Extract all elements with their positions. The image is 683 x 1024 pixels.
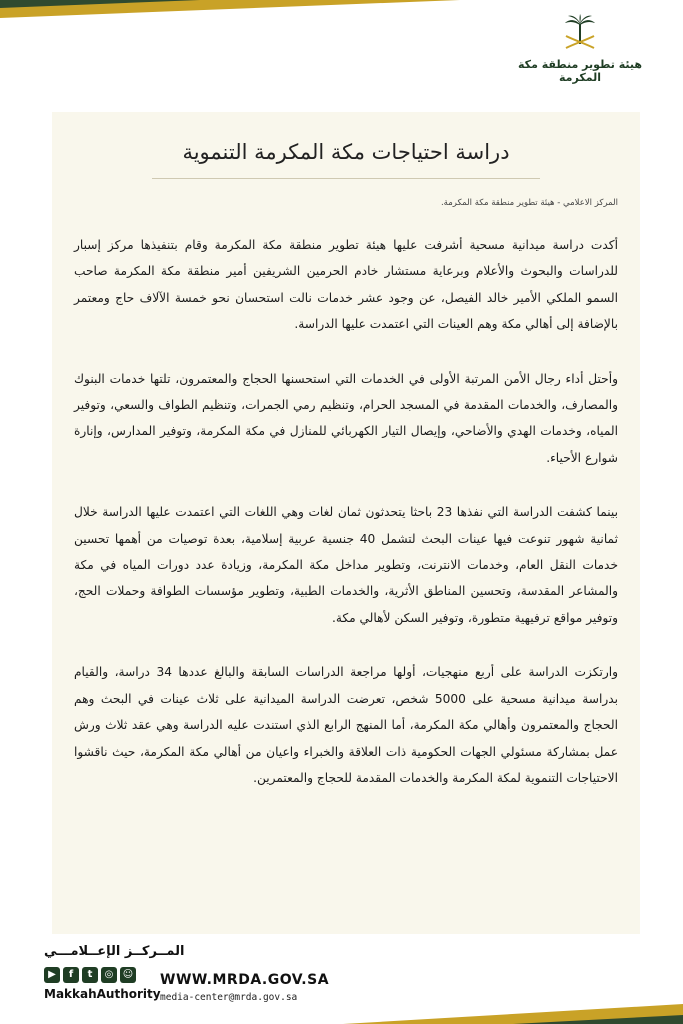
social-handle: MakkahAuthority <box>44 987 161 1001</box>
paragraph: وأحتل أداء رجال الأمن المرتبة الأولى في الخدمات التي استحسنها الحجاج والمعتمرون، تلتها خدمات البنوك والمصارف، والخدمات المقدمة في المسجد الحرام، وتنظيم رمي الجمرات، وتنظيم الطواف والسعي، وتوفير المياه، وخدمات الهدي والأضاحي، وإيصال التيار الكهربائي للمنازل في مكة المكرمة، وتوفير المدارس، وإنارة شوارع الأحياء. <box>74 371 618 465</box>
article-body <box>74 232 618 819</box>
paragraph: أكدت دراسة ميدانية مسحية أشرفت عليها هيئة تطوير منطقة مكة المكرمة وقام بتنفيذها مركز إسبار للدراسات والبحوث والأعلام وبرعاية مستشار خادم الحرمين الشريفين أمير منطقة مكة المكرمة صاحب السمو الملكي الأمير خالد الفيصل، عن وجود عشر خدمات نالت استحسان نحو خمسة الآلاف حاج ومعتمر بالإضافة إلى أهالي مكة وهم العينات التي اعتمدت عليها الدراسة. <box>74 238 618 332</box>
authority-name: هيئة تطوير منطقة مكة المكرمة <box>518 58 642 84</box>
authority-logo <box>505 14 655 84</box>
facebook-icon[interactable]: f <box>63 967 79 983</box>
media-center-label: المــركــز الإعــلامـــي <box>44 944 185 959</box>
top-left-green-corner <box>0 0 200 8</box>
paragraph: بينما كشفت الدراسة التي نفذها 23 باحثا يتحدثون ثمان لغات وهي اللغات التي اعتمدت عليها الدراسة خلال ثمانية شهور تنوعت فيها عينات البحث لتشمل 40 جنسية عربية إسلامية، بعدة توصيات من أهمها تحسين خدمات النقل العام، وخدمات الانترنت، وتطوير مداخل مكة المكرمة، وزيادة عدد دورات المياه في مكة والمشاعر المقدسة، وتحسين المناطق الأثرية، والخدمات الطبية، وتطوير مؤسسات الطوافة وحملات الحج، وتوفير مواقع ترفيهية متطورة، وتوفير السكن لأهالي مكة. <box>74 505 618 625</box>
article-title: دراسة احتياجات مكة المكرمة التنموية <box>182 140 510 164</box>
paragraph: وارتكزت الدراسة على أربع منهجيات، أولها مراجعة الدراسات السابقة والبالغ عددها 34 دراسة، والقيام بدراسة ميدانية مسحية على 5000 شخص، تعرضت الدراسة الميدانية على ثلاث عينات في البحث وهم الحجاج والمعتمرون وأهالي مكة المكرمة، أما المنهج الرابع الذي استندت عليه الدراسة وهي عقد ثلاث ورش عمل بمشاركة مسئولي الجهات الحكومية ذات العلاقة والخبراء واعيان من أهالي مكة المكرمة، حيث ناقشوا الاحتياجات التنموية لمكة المكرمة والخدمات المقدمة للحجاج والمعتمرين. <box>74 665 619 785</box>
twitter-icon[interactable]: t <box>82 967 98 983</box>
website-link[interactable]: WWW.MRDA.GOV.SA <box>160 972 330 988</box>
title-divider <box>152 178 540 179</box>
palm-and-swords-icon <box>562 14 598 54</box>
email-link[interactable]: media-center@mrda.gov.sa <box>160 992 298 1003</box>
instagram-icon[interactable]: ◎ <box>101 967 117 983</box>
bottom-right-green-corner <box>513 1015 683 1024</box>
snapchat-icon[interactable]: ☺ <box>120 967 136 983</box>
article-panel <box>52 112 640 934</box>
youtube-icon[interactable]: ▶ <box>44 967 60 983</box>
article-source: المركز الاعلامي - هيئة تطوير منطقة مكة المكرمة. <box>440 198 618 208</box>
